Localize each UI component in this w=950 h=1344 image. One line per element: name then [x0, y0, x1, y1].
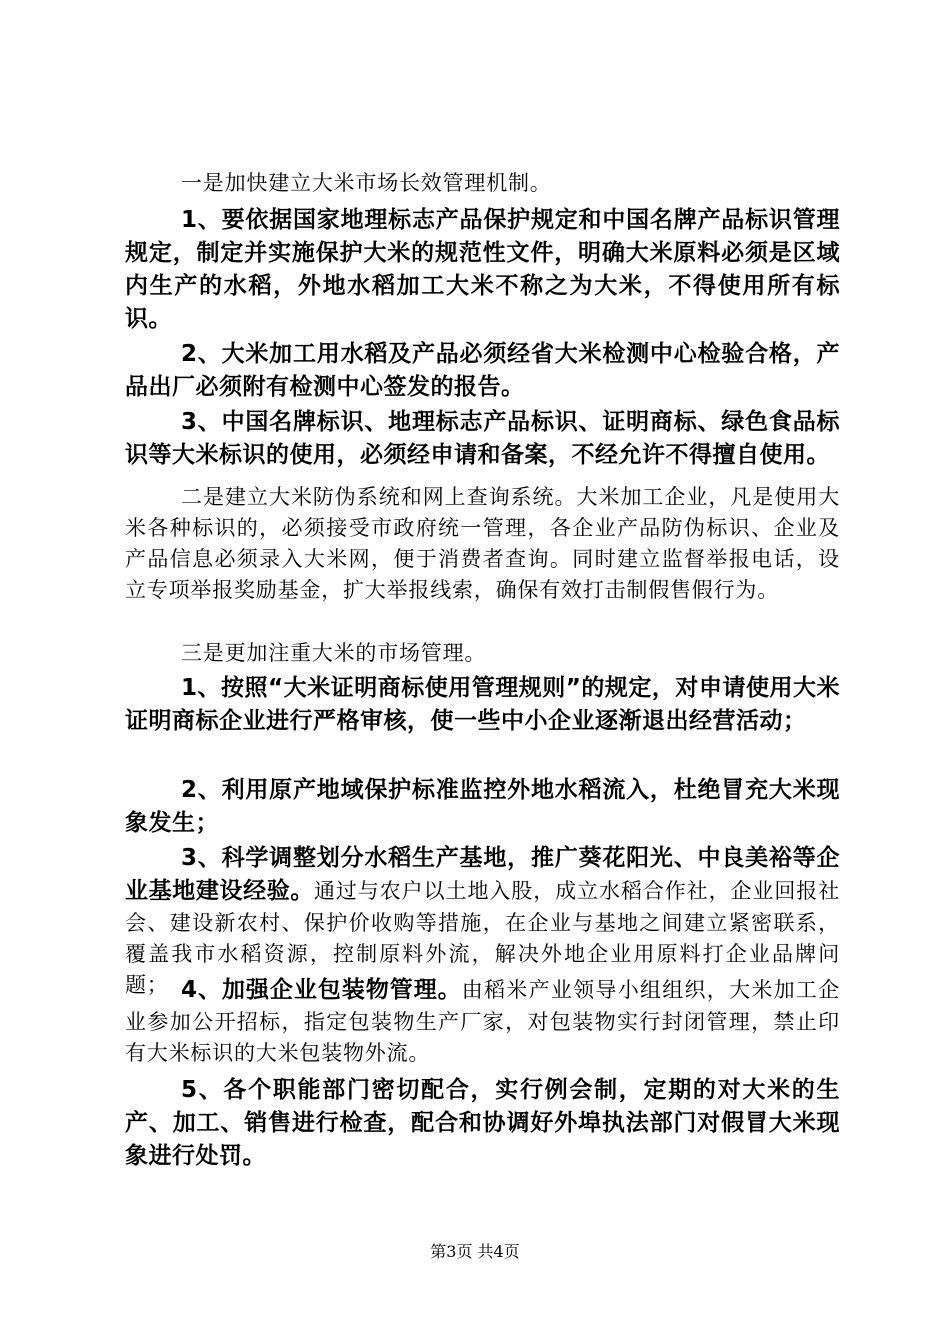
paragraph-3-4: [125, 974, 840, 1069]
paragraph-3-3-lead: 3、科学调整划分水稻生产基地，推广葵花阳光、中良美裕等企业基地建设经验。: [125, 845, 840, 904]
section-heading-one: 一是加快建立大米市场长效管理机制。: [181, 171, 552, 195]
paragraph-1-2: 2、大米加工用水稻及产品必须经省大米检测中心检验合格，产品出厂必须附有检测中心签发的报告。: [125, 341, 840, 400]
paragraph-1-1: 1、要依据国家地理标志产品保护规定和中国名牌产品标识管理规定，制定并实施保护大米的规范性文件，明确大米原料必须是区域内生产的水稻，外地水稻加工大米不称之为大米，不得使用所有标识。: [125, 207, 840, 332]
paragraph-3-1: 1、按照“大米证明商标使用管理规则”的规定，对申请使用大米证明商标企业进行严格审核，使一些中小企业逐渐退出经营活动；: [125, 675, 840, 734]
paragraph-3-3-body: 通过与农户以土地入股，成立水稻合作社，企业回报社会、建设新农村、保护价收购等措施，在企业与基地之间建立紧密联系，覆盖我市水稻资源，控制原料外流，解决外地企业用原料打企业品牌问题；: [125, 879, 840, 997]
page-number-label: 第3页 共4页: [430, 1242, 520, 1261]
section-heading-three: 三是更加注重大米的市场管理。: [181, 641, 487, 665]
page-footer: [0, 1239, 950, 1262]
paragraph-3-5: 5、各个职能部门密切配合，实行例会制，定期的对大米的生产、加工、销售进行检查，配合和协调好外埠执法部门对假冒大米现象进行处罚。: [125, 1077, 840, 1169]
paragraph-3-4-body: 由稻米产业领导小组组织，大米加工企业参加公开招标，指定包装物生产厂家，对包装物实行封闭管理，禁止印有大米标识的大米包装物外流。: [125, 978, 840, 1065]
section-two-paragraph: 二是建立大米防伪系统和网上查询系统。大米加工企业，凡是使用大米各种标识的，必须接受市政府统一管理，各企业产品防伪标识、企业及产品信息必须录入大米网，便于消费者查询。同时建立监督举报电话，设立专项举报奖励基金，扩大举报线索，确保有效打击制假售假行为。: [125, 485, 840, 602]
paragraph-1-3: 3、中国名牌标识、地理标志产品标识、证明商标、绿色食品标识等大米标识的使用，必须经申请和备案，不经允许不得擅自使用。: [125, 409, 840, 468]
paragraph-3-2: 2、利用原产地域保护标准监控外地水稻流入，杜绝冒充大米现象发生；: [125, 777, 840, 836]
paragraph-3-4-lead: 4、加强企业包装物管理。: [181, 977, 462, 1003]
